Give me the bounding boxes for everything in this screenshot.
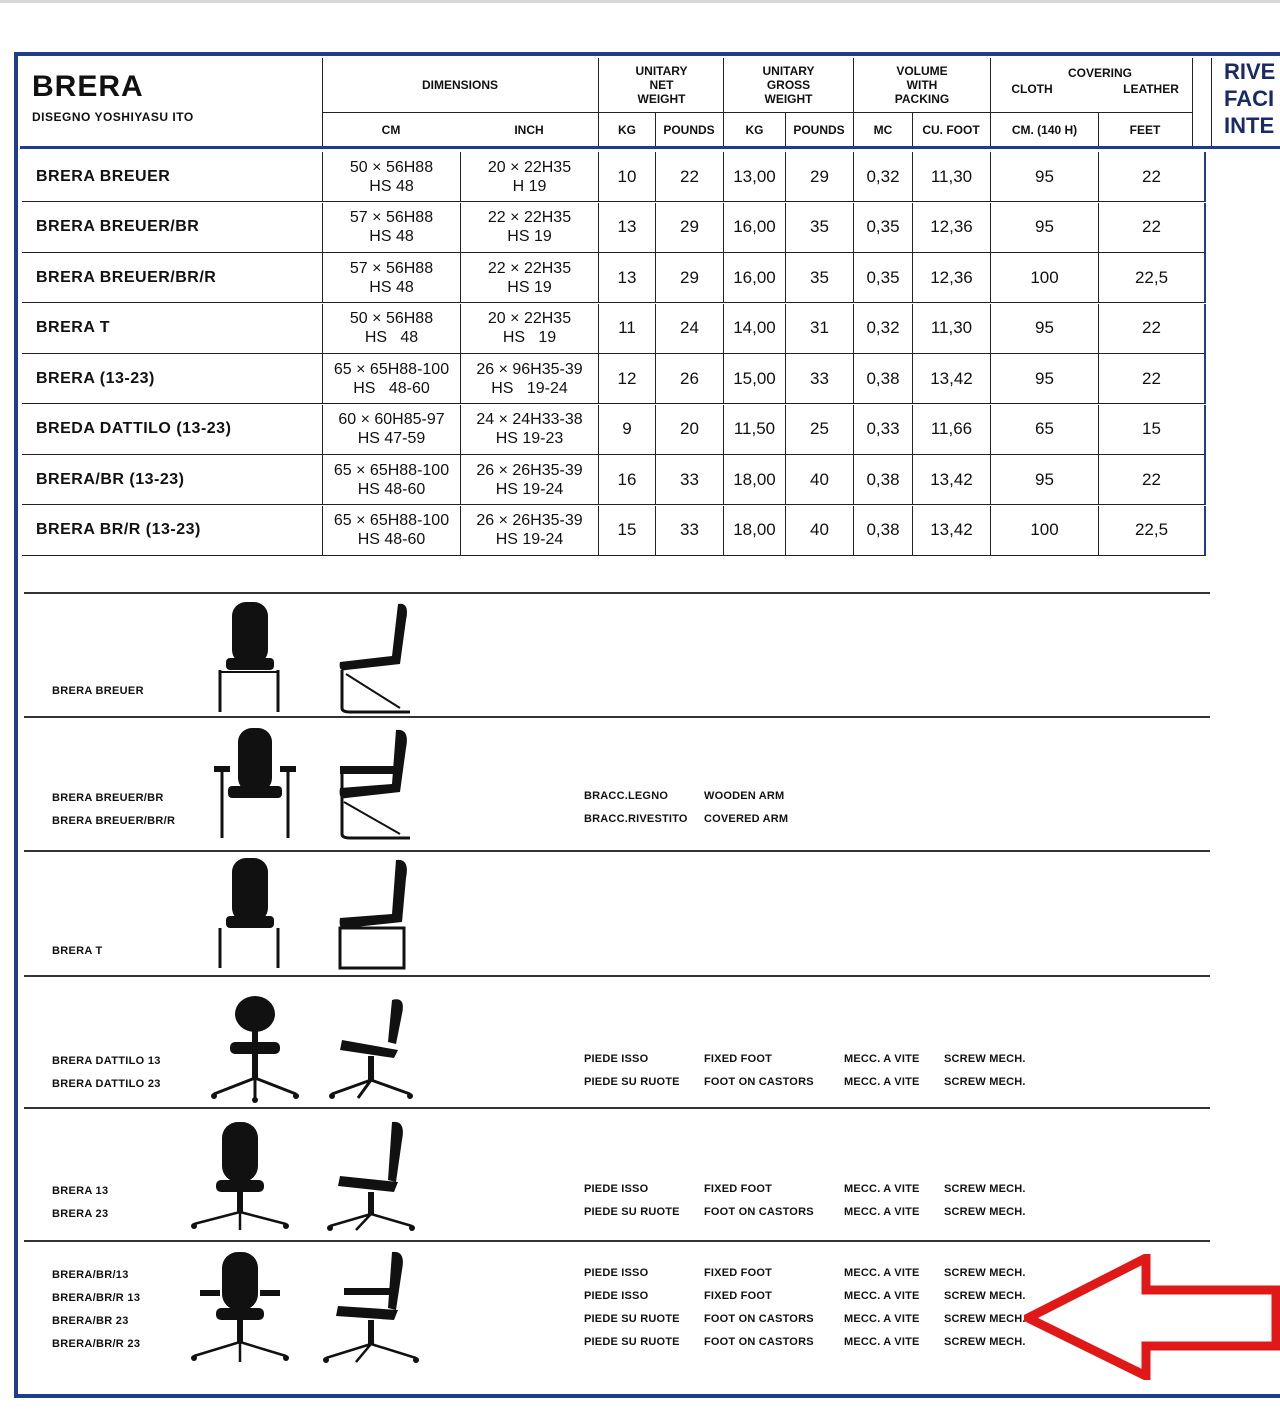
option-label: SCREW MECH. — [944, 1290, 1026, 1302]
cell-line: HS 47-59 — [357, 430, 426, 447]
table-cell-inch — [460, 354, 598, 404]
table-cell-inch — [460, 405, 598, 455]
table-row — [22, 253, 1206, 303]
cell-line: H 19 — [512, 177, 547, 195]
option-label: WOODEN ARM — [704, 790, 785, 802]
table-cell-leather: 22,5 — [1098, 506, 1206, 556]
brand-block — [22, 62, 322, 146]
table-cell-lb: 29 — [655, 253, 723, 303]
header-line: WITH — [906, 78, 938, 92]
option-label: MECC. A VITE — [844, 1076, 920, 1088]
table-cell-name: BRERA (13-23) — [22, 354, 322, 404]
section-rule — [24, 975, 1210, 977]
chair-side-dattilo-icon — [328, 994, 418, 1106]
table-cell-name: BREDA DATTILO (13-23) — [22, 405, 322, 455]
table-cell-cloth: 95 — [990, 152, 1098, 202]
cell-line: 22 × 22H35 — [487, 209, 572, 226]
model-label: BRERA/BR/13 — [52, 1269, 129, 1281]
cell-line: HS 19 — [502, 329, 557, 346]
header-line: WEIGHT — [637, 92, 686, 106]
model-label: BRERA 23 — [52, 1208, 109, 1220]
header-mc: MC — [873, 122, 893, 137]
red-arrow-icon — [1024, 1254, 1280, 1380]
option-label: PIEDE ISSO — [584, 1290, 649, 1302]
col-divider — [1192, 58, 1193, 146]
cell-line: HS 19-23 — [495, 430, 564, 447]
table-cell-glb: 31 — [785, 304, 853, 354]
cell-line: HS 48-60 — [353, 379, 430, 397]
table-cell-kg: 13 — [598, 203, 655, 253]
table-cell-gkg: 18,00 — [723, 506, 785, 556]
option-label: MECC. A VITE — [844, 1053, 920, 1065]
table-cell-inch — [460, 455, 598, 505]
table-cell-mc: 0,38 — [853, 506, 912, 556]
table-cell-leather: 15 — [1098, 405, 1206, 455]
table-cell-kg: 11 — [598, 304, 655, 354]
table-cell-gkg: 15,00 — [723, 354, 785, 404]
table-row — [22, 203, 1206, 253]
model-label: BRERA/BR/R 23 — [52, 1338, 141, 1350]
section-rule — [24, 716, 1210, 718]
table-cell-cm — [322, 405, 460, 455]
table-cell-gkg: 13,00 — [723, 152, 785, 202]
cell-line: HS 19-24 — [491, 379, 568, 397]
table-cell-cm — [322, 304, 460, 354]
option-label: SCREW MECH. — [944, 1336, 1026, 1348]
header-volume — [854, 58, 990, 112]
cell-line: 50 × 56H88 — [349, 310, 434, 327]
chair-side-brera-br-icon — [322, 1250, 422, 1368]
cell-line: 57 × 56H88 — [349, 259, 434, 277]
side-text-line: RIVE — [1224, 59, 1276, 84]
table-cell-cloth: 95 — [990, 354, 1098, 404]
chair-front-dattilo-icon — [210, 994, 300, 1106]
cell-line: 22 × 22H35 — [487, 259, 572, 277]
cell-line: HS 48-60 — [357, 480, 426, 498]
table-cell-mc: 0,35 — [853, 253, 912, 303]
col-divider — [1211, 58, 1212, 146]
option-label: PIEDE ISSO — [584, 1267, 649, 1279]
header-line: WEIGHT — [764, 92, 813, 106]
table-cell-glb: 29 — [785, 152, 853, 202]
model-label: BRERA 13 — [52, 1185, 109, 1197]
table-cell-mc: 0,32 — [853, 304, 912, 354]
header-inch: INCH — [514, 122, 544, 137]
table-cell-cuft: 11,30 — [912, 304, 990, 354]
side-text-line: INTE — [1224, 113, 1275, 138]
table-cell-cm — [322, 354, 460, 404]
header-net-weight — [600, 58, 723, 112]
header-dimensions: DIMENSIONS — [421, 78, 498, 92]
table-cell-gkg: 16,00 — [723, 203, 785, 253]
model-label: BRERA BREUER — [52, 685, 144, 697]
option-label: PIEDE SU RUOTE — [584, 1206, 680, 1218]
cell-line: 20 × 22H35 — [487, 310, 572, 327]
table-row — [22, 405, 1206, 455]
section-models — [52, 940, 103, 963]
cell-line: 20 × 22H35 — [487, 158, 572, 176]
table-cell-cloth: 95 — [990, 455, 1098, 505]
table-cell-name: BRERA/BR (13-23) — [22, 455, 322, 505]
cell-line: HS 48 — [369, 228, 414, 245]
table-cell-cloth: 95 — [990, 304, 1098, 354]
header-line: UNITARY — [762, 64, 815, 78]
table-cell-cm — [322, 152, 460, 202]
table-cell-inch — [460, 506, 598, 556]
section-models — [52, 1180, 108, 1226]
model-label: BRERA BREUER/BR — [52, 792, 164, 804]
section-models — [52, 1050, 161, 1096]
table-cell-kg: 10 — [598, 152, 655, 202]
option-label: SCREW MECH. — [944, 1076, 1026, 1088]
table-cell-lb: 26 — [655, 354, 723, 404]
table-cell-leather: 22 — [1098, 354, 1206, 404]
table-cell-cuft: 13,42 — [912, 506, 990, 556]
option-label: FIXED FOOT — [704, 1053, 772, 1065]
table-cell-cuft: 11,66 — [912, 405, 990, 455]
header-pounds-gross: POUNDS — [793, 122, 845, 137]
option-label: BRACC.RIVESTITO — [584, 813, 688, 825]
table-cell-cuft: 13,42 — [912, 354, 990, 404]
table-cell-cuft: 12,36 — [912, 203, 990, 253]
side-text — [1224, 58, 1275, 139]
section-rule — [24, 1107, 1210, 1109]
table-cell-inch — [460, 203, 598, 253]
section-models — [52, 680, 144, 703]
table-cell-glb: 25 — [785, 405, 853, 455]
option-label: MECC. A VITE — [844, 1206, 920, 1218]
section-models — [52, 1264, 140, 1356]
table-cell-inch — [460, 152, 598, 202]
table-cell-kg: 15 — [598, 506, 655, 556]
header-kg: KG — [618, 122, 636, 137]
table-cell-glb: 33 — [785, 354, 853, 404]
option-label: SCREW MECH. — [944, 1313, 1026, 1325]
header-cm-140: CM. (140 H) — [1011, 122, 1078, 137]
cell-line: HS 19-24 — [495, 531, 564, 548]
header-cm: CM — [381, 122, 401, 137]
table-cell-leather: 22 — [1098, 455, 1206, 505]
header-leather: LEATHER — [1123, 82, 1179, 96]
cell-line: 26 × 96H35-39 — [476, 360, 583, 378]
header-bottom-rule — [20, 146, 1280, 149]
section-rule — [24, 850, 1210, 852]
section-rule — [24, 1240, 1210, 1242]
section-rule — [24, 592, 1210, 594]
option-label: MECC. A VITE — [844, 1290, 920, 1302]
option-label: FOOT ON CASTORS — [704, 1313, 814, 1325]
section-models — [52, 787, 175, 833]
chair-front-breuer-br-icon — [210, 726, 300, 841]
table-cell-cm — [322, 506, 460, 556]
option-label: MECC. A VITE — [844, 1313, 920, 1325]
table-cell-lb: 22 — [655, 152, 723, 202]
table-cell-kg: 12 — [598, 354, 655, 404]
option-label: FIXED FOOT — [704, 1183, 772, 1195]
table-cell-cm — [322, 455, 460, 505]
option-label: FIXED FOOT — [704, 1290, 772, 1302]
table-row — [22, 506, 1206, 556]
table-cell-cloth: 100 — [990, 506, 1098, 556]
table-cell-name: BRERA BREUER/BR — [22, 203, 322, 253]
chair-front-t-icon — [212, 856, 292, 971]
option-label: PIEDE SU RUOTE — [584, 1313, 680, 1325]
option-label: MECC. A VITE — [844, 1267, 920, 1279]
cell-line: 65 × 65H88-100 — [333, 512, 450, 529]
header-line: GROSS — [766, 78, 811, 92]
table-cell-cuft: 12,36 — [912, 253, 990, 303]
option-label: FIXED FOOT — [704, 1267, 772, 1279]
cell-line: HS 19-24 — [495, 480, 564, 498]
table-cell-mc: 0,33 — [853, 405, 912, 455]
option-label: FOOT ON CASTORS — [704, 1206, 814, 1218]
cell-line: 65 × 65H88-100 — [333, 461, 450, 479]
table-cell-kg: 9 — [598, 405, 655, 455]
table-cell-lb: 33 — [655, 455, 723, 505]
chair-side-breuer-br-icon — [330, 726, 420, 841]
option-label: PIEDE SU RUOTE — [584, 1336, 680, 1348]
cell-line: HS 48 — [364, 329, 419, 346]
table-cell-glb: 40 — [785, 455, 853, 505]
cell-line: 57 × 56H88 — [349, 209, 434, 226]
header-kg-gross: KG — [745, 122, 764, 137]
table-cell-cloth: 95 — [990, 203, 1098, 253]
table-cell-name: BRERA BREUER — [22, 152, 322, 202]
option-label: SCREW MECH. — [944, 1183, 1026, 1195]
model-label: BRERA BREUER/BR/R — [52, 815, 176, 827]
table-cell-inch — [460, 304, 598, 354]
model-label: BRERA/BR/R 13 — [52, 1292, 141, 1304]
model-label: BRERA DATTILO 13 — [52, 1055, 161, 1067]
chair-front-brera-13-icon — [190, 1120, 290, 1235]
chair-front-breuer-icon — [212, 600, 292, 715]
table-cell-leather: 22 — [1098, 304, 1206, 354]
chair-side-brera-13-icon — [326, 1120, 421, 1235]
table-cell-lb: 33 — [655, 506, 723, 556]
cell-line: HS 48 — [369, 278, 414, 296]
table-cell-kg: 13 — [598, 253, 655, 303]
cell-line: 26 × 26H35-39 — [476, 461, 583, 479]
table-cell-glb: 35 — [785, 253, 853, 303]
model-label: BRERA DATTILO 23 — [52, 1078, 161, 1090]
model-label: BRERA/BR 23 — [52, 1315, 129, 1327]
cell-line: HS 19 — [507, 228, 552, 245]
table-cell-lb: 24 — [655, 304, 723, 354]
table-cell-leather: 22,5 — [1098, 253, 1206, 303]
table-cell-lb: 20 — [655, 405, 723, 455]
table-row — [22, 304, 1206, 354]
cell-line: 24 × 24H33-38 — [476, 411, 583, 428]
table-cell-mc: 0,38 — [853, 455, 912, 505]
cell-line: 50 × 56H88 — [349, 158, 434, 176]
table-row — [22, 455, 1206, 505]
table-cell-cloth: 100 — [990, 253, 1098, 303]
option-label: SCREW MECH. — [944, 1267, 1026, 1279]
header-cu-foot: CU. FOOT — [922, 122, 980, 137]
table-cell-cuft: 11,30 — [912, 152, 990, 202]
option-label: FOOT ON CASTORS — [704, 1076, 814, 1088]
option-label: BRACC.LEGNO — [584, 790, 669, 802]
option-label: SCREW MECH. — [944, 1206, 1026, 1218]
header-covering: COVERING — [1067, 66, 1132, 80]
chair-front-brera-br-icon — [190, 1250, 290, 1368]
table-row — [22, 152, 1206, 202]
option-label: PIEDE ISSO — [584, 1183, 649, 1195]
header-pounds: POUNDS — [663, 122, 715, 137]
table-cell-cm — [322, 203, 460, 253]
chair-side-breuer-icon — [330, 600, 420, 715]
header-line: PACKING — [894, 92, 950, 106]
table-cell-leather: 22 — [1098, 203, 1206, 253]
table-cell-name: BRERA BREUER/BR/R — [22, 253, 322, 303]
table-cell-gkg: 18,00 — [723, 455, 785, 505]
table-cell-kg: 16 — [598, 455, 655, 505]
cell-line: HS 48-60 — [357, 531, 426, 548]
option-label: COVERED ARM — [704, 813, 789, 825]
table-cell-mc: 0,38 — [853, 354, 912, 404]
table-cell-lb: 29 — [655, 203, 723, 253]
option-label: SCREW MECH. — [944, 1053, 1026, 1065]
option-label: FOOT ON CASTORS — [704, 1336, 814, 1348]
table-cell-inch — [460, 253, 598, 303]
table-cell-glb: 40 — [785, 506, 853, 556]
option-label: PIEDE ISSO — [584, 1053, 649, 1065]
table-cell-mc: 0,35 — [853, 203, 912, 253]
table-cell-glb: 35 — [785, 203, 853, 253]
header-cloth: CLOTH — [1011, 82, 1053, 96]
brand-title: BRERA — [32, 70, 144, 103]
table-cell-gkg: 11,50 — [723, 405, 785, 455]
cell-line: 26 × 26H35-39 — [476, 512, 583, 529]
cell-line: 65 × 65H88-100 — [333, 360, 450, 378]
model-label: BRERA T — [52, 945, 103, 957]
table-cell-cloth: 65 — [990, 405, 1098, 455]
table-row — [22, 354, 1206, 404]
chair-side-t-icon — [330, 856, 420, 971]
table-cell-cm — [322, 253, 460, 303]
brand-subtitle: DISEGNO YOSHIYASU ITO — [32, 110, 194, 124]
table-cell-cuft: 13,42 — [912, 455, 990, 505]
table-cell-gkg: 16,00 — [723, 253, 785, 303]
option-label: PIEDE SU RUOTE — [584, 1076, 680, 1088]
cell-line: HS 19 — [507, 278, 552, 296]
side-text-line: FACI — [1224, 86, 1275, 111]
cell-line: 60 × 60H85-97 — [338, 411, 445, 428]
header-gross-weight — [724, 58, 853, 112]
top-rule — [0, 0, 1280, 3]
cell-line: HS 48 — [369, 177, 414, 195]
table-cell-gkg: 14,00 — [723, 304, 785, 354]
header-feet: FEET — [1129, 122, 1161, 137]
option-label: MECC. A VITE — [844, 1183, 920, 1195]
table-cell-mc: 0,32 — [853, 152, 912, 202]
header-line: VOLUME — [896, 64, 948, 78]
table-cell-name: BRERA BR/R (13-23) — [22, 506, 322, 556]
header-line: NET — [649, 78, 674, 92]
option-label: MECC. A VITE — [844, 1336, 920, 1348]
header-line: UNITARY — [635, 64, 688, 78]
table-cell-leather: 22 — [1098, 152, 1206, 202]
table-cell-name: BRERA T — [22, 304, 322, 354]
